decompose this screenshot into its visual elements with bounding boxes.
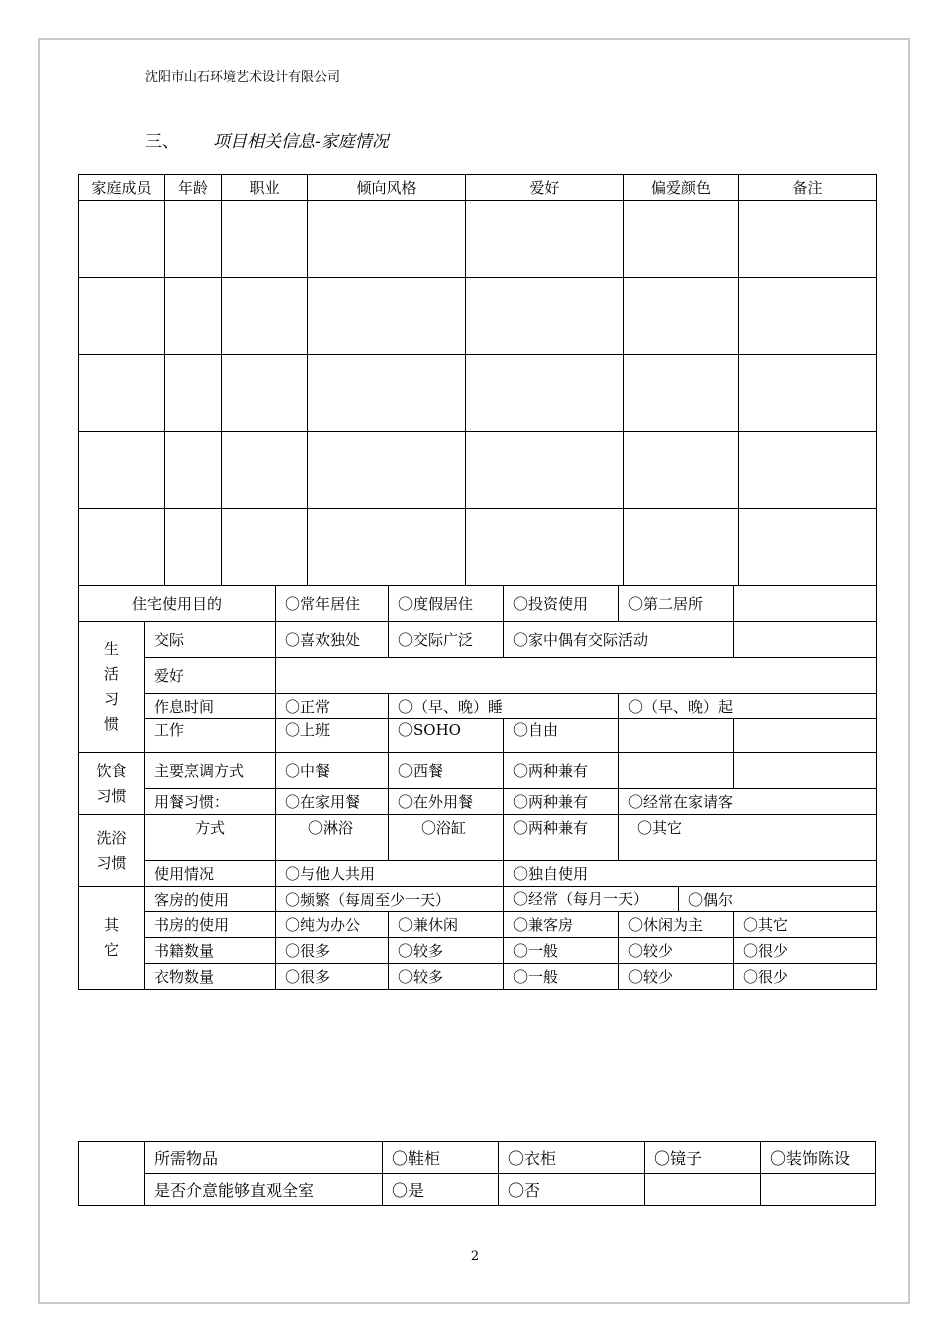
option-office[interactable]: 〇上班 [276,719,389,753]
empty-cell [734,586,877,622]
age-cell[interactable] [165,509,222,586]
guest-room-split-cell [504,887,877,912]
option-western[interactable]: 〇西餐 [389,753,504,789]
table-row [79,509,877,586]
option-guest[interactable]: 〇兼客房 [504,912,619,938]
remarks-cell[interactable] [739,432,877,509]
remarks-cell[interactable] [739,355,877,432]
option-normal[interactable]: 〇正常 [276,694,389,719]
clothes-row [79,964,877,990]
other-label: 其它 [79,887,145,990]
style-cell[interactable] [308,432,466,509]
guest-room-label: 客房的使用 [145,887,276,912]
work-row [79,719,877,753]
remarks-cell[interactable] [739,278,877,355]
items-table [78,1141,876,1206]
option-clothes-few[interactable]: 〇很少 [734,964,877,990]
hobby-cell[interactable] [466,432,624,509]
age-cell[interactable] [165,201,222,278]
bath-habits-label: 洗浴习惯 [79,815,145,887]
option-shower[interactable]: 〇淋浴 [276,815,389,861]
empty-cell [645,1174,761,1206]
option-occasional-social[interactable]: 〇家中偶有交际活动 [504,622,734,658]
option-clothes-less[interactable]: 〇较少 [619,964,734,990]
table-row [79,432,877,509]
occupation-cell[interactable] [222,509,308,586]
clothes-label: 衣物数量 [145,964,276,990]
dining-label: 用餐习惯： [145,789,276,815]
header-age: 年龄 [165,175,222,201]
color-cell[interactable] [624,201,739,278]
lifestyle-table [78,585,877,990]
option-occasionally[interactable]: 〇偶尔 [688,890,734,909]
table-row [79,278,877,355]
needed-items-label: 所需物品 [145,1142,383,1174]
occupation-cell[interactable] [222,278,308,355]
study-row [79,912,877,938]
table-row [79,355,877,432]
option-books-few[interactable]: 〇很少 [734,938,877,964]
cooking-label: 主要烹调方式 [145,753,276,789]
header-occupation: 职业 [222,175,308,201]
color-cell[interactable] [624,509,739,586]
header-style: 倾向风格 [308,175,466,201]
empty-cell [761,1174,876,1206]
option-wardrobe[interactable]: 〇衣柜 [499,1142,645,1174]
option-no[interactable]: 〇否 [499,1174,645,1206]
option-books-average[interactable]: 〇一般 [504,938,619,964]
remarks-cell[interactable] [739,201,877,278]
social-label: 交际 [145,622,276,658]
cooking-row [79,753,877,789]
color-cell[interactable] [624,432,739,509]
member-cell[interactable] [79,509,165,586]
study-label: 书房的使用 [145,912,276,938]
purpose-label: 住宅使用目的 [79,586,276,622]
member-cell[interactable] [79,278,165,355]
option-yes[interactable]: 〇是 [383,1174,499,1206]
life-habits-label: 生活习惯 [79,622,145,753]
option-vacation[interactable]: 〇度假居住 [389,586,504,622]
header-remarks: 备注 [739,175,877,201]
books-label: 书籍数量 [145,938,276,964]
option-eat-out[interactable]: 〇在外用餐 [389,789,504,815]
member-cell[interactable] [79,432,165,509]
option-wake[interactable]: 〇（早、晚）起 [619,694,877,719]
company-header: 沈阳市山石环境艺术设计有限公司 [145,70,341,85]
hobby-input[interactable] [276,658,877,694]
table-header-row [79,175,877,201]
empty-cell [619,753,734,789]
option-leisure[interactable]: 〇兼休闲 [389,912,504,938]
style-cell[interactable] [308,278,466,355]
bath-usage-row [79,861,877,887]
empty-cell [79,1142,145,1206]
option-clothes-more[interactable]: 〇较多 [389,964,504,990]
header-hobby: 爱好 [466,175,624,201]
hobby-cell[interactable] [466,509,624,586]
purpose-row [79,586,877,622]
option-solitude[interactable]: 〇喜欢独处 [276,622,389,658]
color-cell[interactable] [624,355,739,432]
style-cell[interactable] [308,201,466,278]
page-number: 2 [470,1249,480,1264]
section-title: 项目相关信息-家庭情况 [213,132,389,152]
member-cell[interactable] [79,355,165,432]
option-books-many[interactable]: 〇很多 [276,938,389,964]
color-cell[interactable] [624,278,739,355]
diet-habits-label: 饮食习惯 [79,753,145,815]
family-members-table [78,174,877,586]
option-social-wide[interactable]: 〇交际广泛 [389,622,504,658]
occupation-cell[interactable] [222,355,308,432]
guest-room-row [79,887,877,912]
empty-cell [619,719,734,753]
option-often[interactable]: 〇经常（每月一天） [504,887,679,911]
bath-method-label: 方式 [145,815,276,861]
dining-row [79,789,877,815]
header-family-member: 家庭成员 [79,175,165,201]
hobby-cell[interactable] [466,278,624,355]
age-cell[interactable] [165,355,222,432]
table-row [79,201,877,278]
view-row [79,1174,876,1206]
header-color: 偏爱颜色 [624,175,739,201]
option-clothes-average[interactable]: 〇一般 [504,964,619,990]
option-clothes-many[interactable]: 〇很多 [276,964,389,990]
age-cell[interactable] [165,278,222,355]
option-bathtub[interactable]: 〇浴缸 [389,815,504,861]
option-both-bath[interactable]: 〇两种兼有 [504,815,619,861]
option-shared[interactable]: 〇与他人共用 [276,861,504,887]
option-books-less[interactable]: 〇较少 [619,938,734,964]
hobby-cell[interactable] [466,201,624,278]
option-host-guests[interactable]: 〇经常在家请客 [619,789,877,815]
member-cell[interactable] [79,201,165,278]
option-both-dining[interactable]: 〇两种兼有 [504,789,619,815]
bath-method-row [79,815,877,861]
option-freelance[interactable]: 〇自由 [504,719,619,753]
occupation-cell[interactable] [222,432,308,509]
option-sleep[interactable]: 〇（早、晚）睡 [389,694,619,719]
empty-cell [734,753,877,789]
option-decoration[interactable]: 〇装饰陈设 [761,1142,876,1174]
occupation-cell[interactable] [222,201,308,278]
hobby-row [79,658,877,694]
bath-usage-label: 使用情况 [145,861,276,887]
needed-items-row [79,1142,876,1174]
option-soho[interactable]: 〇SOHO [389,719,504,753]
option-shoe-cabinet[interactable]: 〇鞋柜 [383,1142,499,1174]
option-private[interactable]: 〇独自使用 [504,861,877,887]
option-investment[interactable]: 〇投资使用 [504,586,619,622]
option-books-more[interactable]: 〇较多 [389,938,504,964]
hobby-cell[interactable] [466,355,624,432]
social-row [79,622,877,658]
option-chinese[interactable]: 〇中餐 [276,753,389,789]
empty-cell [734,622,877,658]
books-row [79,938,877,964]
option-leisure-main[interactable]: 〇休闲为主 [619,912,734,938]
age-cell[interactable] [165,432,222,509]
option-mirror[interactable]: 〇镜子 [645,1142,761,1174]
schedule-label: 作息时间 [145,694,276,719]
section-number: 三、 [145,132,179,152]
remarks-cell[interactable] [739,509,877,586]
option-study-other[interactable]: 〇其它 [734,912,877,938]
option-eat-home[interactable]: 〇在家用餐 [276,789,389,815]
section-heading [145,127,389,152]
option-both-cuisine[interactable]: 〇两种兼有 [504,753,619,789]
style-cell[interactable] [308,509,466,586]
schedule-row [79,694,877,719]
option-full-time[interactable]: 〇常年居住 [276,586,389,622]
empty-cell [734,719,877,753]
option-frequent[interactable]: 〇频繁（每周至少一天） [276,887,504,912]
option-office-only[interactable]: 〇纯为办公 [276,912,389,938]
option-second-home[interactable]: 〇第二居所 [619,586,734,622]
option-bath-other[interactable]: 〇其它 [619,815,877,861]
work-label: 工作 [145,719,276,753]
hobby-label: 爱好 [145,658,276,694]
view-label: 是否介意能够直观全室 [145,1174,383,1206]
style-cell[interactable] [308,355,466,432]
